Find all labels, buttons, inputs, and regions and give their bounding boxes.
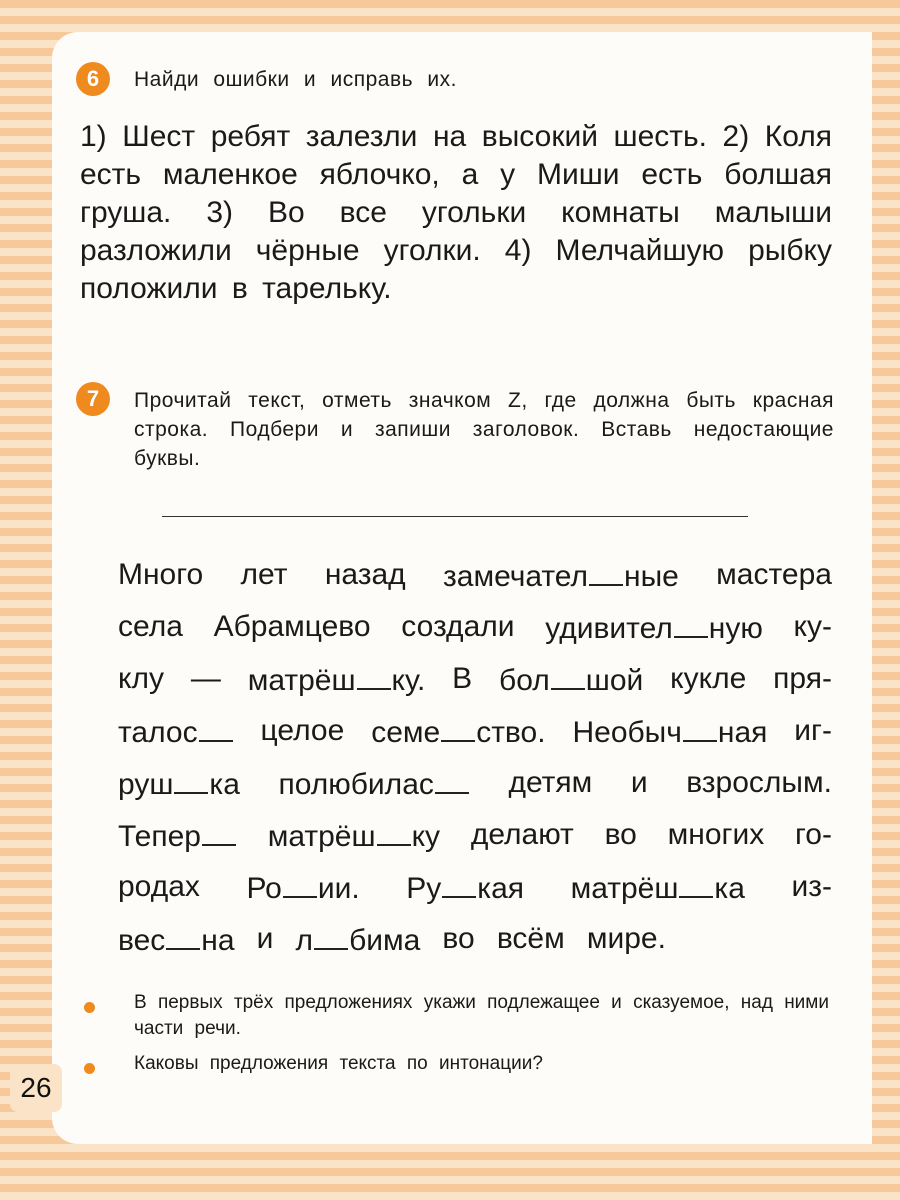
missing-letter-blank[interactable]: [174, 766, 208, 794]
story-word: мастера: [716, 558, 832, 591]
missing-letter-blank[interactable]: [166, 922, 200, 950]
bullet-dot: [84, 1002, 95, 1013]
story-word: —: [190, 662, 221, 695]
story-line: [118, 922, 666, 958]
missing-letter-blank[interactable]: [683, 714, 717, 742]
story-word: иг-: [794, 714, 832, 747]
missing-letter-blank[interactable]: [441, 714, 475, 742]
story-word: полюбилас: [278, 766, 469, 802]
missing-letter-blank[interactable]: [442, 870, 476, 898]
story-word: матрёш ка: [570, 872, 745, 905]
story-line: [118, 662, 832, 698]
story-word: матрёш ку: [267, 820, 441, 853]
story-word: назад: [324, 558, 406, 591]
missing-letter-blank[interactable]: [357, 662, 391, 690]
bullet-question-1: В первых трёх предложениях укажи подлежащее и сказуемое, над ними части речи.: [134, 992, 829, 1039]
task-6-instruction: Найди ошибки и исправь их.: [134, 68, 457, 91]
story-word: л бима: [295, 924, 421, 957]
missing-letter-blank[interactable]: [377, 818, 411, 846]
story-line: [118, 714, 832, 750]
story-word: талос: [118, 714, 234, 750]
missing-letter-blank[interactable]: [679, 870, 713, 898]
story-word: взрослым.: [686, 766, 832, 799]
story-word: и: [630, 766, 648, 799]
story-line: [118, 610, 832, 646]
story-word: Ру кая: [406, 872, 525, 905]
story-word: Абрамцево: [213, 610, 371, 643]
story-word: во: [442, 922, 475, 955]
bullet-question-2: Каковы предложения текста по интонации?: [134, 1053, 543, 1074]
story-word: во: [604, 818, 637, 851]
missing-letter-blank[interactable]: [199, 714, 233, 742]
story-word: го-: [795, 818, 832, 851]
story-line: [118, 870, 832, 906]
story-word: делают: [470, 818, 574, 851]
story-word: мире.: [586, 922, 666, 955]
story-word: родах: [118, 870, 200, 903]
missing-letter-blank[interactable]: [674, 610, 708, 638]
task-7-badge: 7: [76, 382, 110, 416]
story-word: лет: [240, 558, 288, 591]
story-word: семе ство.: [371, 716, 546, 749]
missing-letter-blank[interactable]: [314, 922, 348, 950]
story-line: [118, 766, 832, 802]
bullet-dot: [84, 1063, 95, 1074]
story-word: села: [118, 610, 183, 643]
story-word: многих: [667, 818, 765, 851]
page-number: 26: [10, 1064, 62, 1112]
story-word: целое: [260, 714, 345, 747]
story-word: ку-: [793, 610, 832, 643]
story-word: удивител ную: [545, 612, 763, 645]
story-word: Тепер: [118, 818, 237, 854]
story-word: матрёш ку.: [247, 664, 426, 697]
story-word: вес на: [118, 924, 235, 957]
story-word: В: [452, 662, 473, 695]
story-word: клу: [118, 662, 164, 695]
missing-letter-blank[interactable]: [283, 870, 317, 898]
missing-letter-blank[interactable]: [435, 766, 469, 794]
missing-letter-blank[interactable]: [202, 818, 236, 846]
story-word: детям: [508, 766, 593, 799]
story-word: Необыч ная: [572, 716, 768, 749]
story-word: кукле: [670, 662, 747, 695]
story-word: создали: [401, 610, 515, 643]
story-line: [118, 818, 832, 854]
story-word: руш ка: [118, 768, 240, 801]
story-word: бол шой: [499, 664, 644, 697]
story-word: замечател ные: [443, 560, 679, 593]
missing-letter-blank[interactable]: [551, 662, 585, 690]
story-word: и: [256, 922, 274, 955]
title-answer-line[interactable]: [162, 516, 748, 517]
story-word: Ро ии.: [246, 872, 360, 905]
story-word: пря-: [773, 662, 832, 695]
task-7-instruction: Прочитай текст, отметь значком Z, где должна быть красная строка. Подбери и запиши заголовок. Вставь недостающие буквы.: [134, 389, 834, 470]
missing-letter-blank[interactable]: [589, 558, 623, 586]
story-line: [118, 558, 832, 594]
story-word: всём: [496, 922, 565, 955]
task-6-badge: 6: [76, 62, 110, 96]
story-word: Много: [118, 558, 204, 591]
task-6-text: 1) Шест ребят залезли на высокий шесть. 2) Коля есть маленкое яблочко, а у Миши есть болшая груша. 3) Во все угольки комнаты малыши разложили чёрные уголки. 4) Мелчайшую рыбку положили в тарельку.: [80, 120, 832, 305]
story-word: из-: [791, 870, 832, 903]
